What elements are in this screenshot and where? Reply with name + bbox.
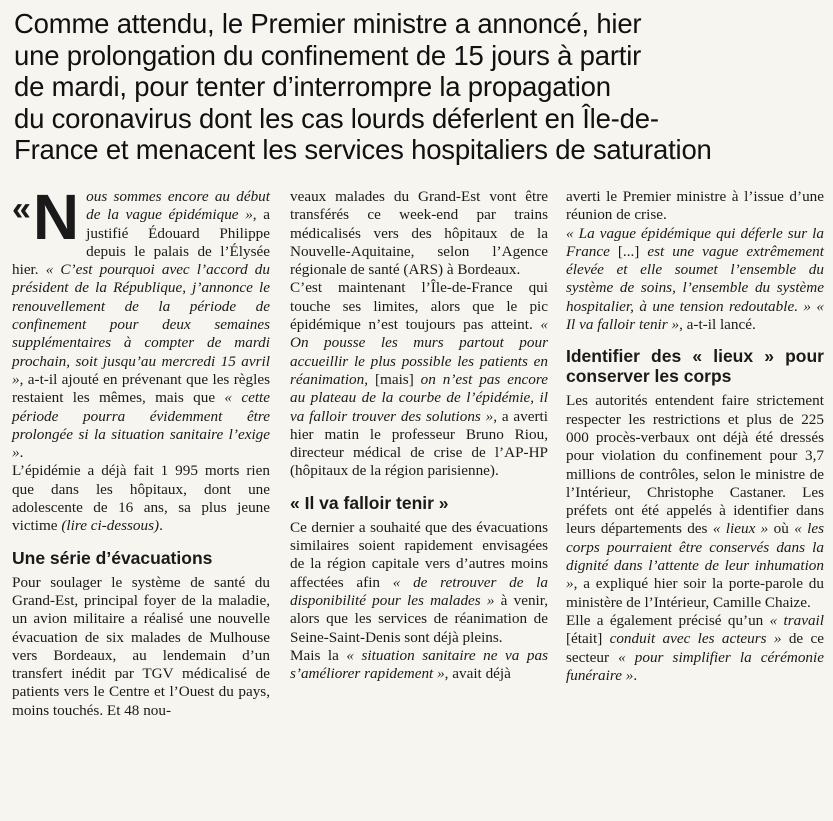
subheading: « Il va falloir tenir » bbox=[290, 492, 449, 513]
body-text: . bbox=[159, 517, 163, 535]
quote-text: « La vague épidémique qui déferle sur la France bbox=[566, 224, 824, 260]
subheading: Une série d’évacuations bbox=[12, 547, 213, 568]
body-paragraph bbox=[290, 519, 548, 647]
body-text: , a-t-il ajouté en prévenant que les règles restaient les mêmes, mais que bbox=[12, 370, 270, 407]
subheading: Identifier des « lieux » pour conserver les corps bbox=[566, 346, 824, 387]
drop-cap: N bbox=[32, 181, 80, 253]
quote-text: « travail bbox=[763, 611, 824, 629]
intro-paragraph bbox=[12, 181, 270, 462]
quote-text: « lieux » bbox=[707, 520, 769, 538]
body-paragraph bbox=[566, 392, 824, 612]
body-text: [était] bbox=[566, 630, 603, 648]
body-text: L’épidémie a déjà fait 1 995 morts rien que dans les hôpitaux, dont une adolescente de 16 ans, sa plus jeune victime bbox=[12, 462, 270, 535]
body-text: C’est maintenant l’Île-de-France qui touche ses limites, alors que le pic épidémique n’est toujours pas atteint. bbox=[290, 279, 548, 334]
body-paragraph bbox=[290, 279, 548, 480]
body-text: Les autorités entendent faire strictement respecter les restrictions et plus de 225 000 procès-verbaux ont déjà été dressés pour violation du confinement pour 3,7 millions de contrôles, selon le ministre de l’Intérieur, Christophe Castaner. Les préfets ont été appelés à identifier dans leurs départements des bbox=[566, 392, 824, 538]
opening-quote-mark: « bbox=[12, 190, 31, 228]
body-text: , a averti hier matin le professeur Bruno Riou, directeur médical de crise de l’AP-HP (hôpitaux de la région parisienne). bbox=[290, 407, 548, 480]
body-text: . bbox=[633, 666, 638, 684]
column-3 bbox=[566, 188, 824, 685]
quote-text: on n’est pas encore au plateau de la courbe de l’épidémie, il va falloir trouver des solutions » bbox=[290, 370, 548, 425]
column-2 bbox=[290, 188, 548, 683]
body-text: , a expliqué hier soir la porte-parole du ministère de l’Intérieur, Camille Chaize. bbox=[566, 575, 824, 611]
quote-text: conduit avec les acteurs » bbox=[602, 630, 782, 648]
headline-line: du coronavirus dont les cas lourds déferlent en Île-de- bbox=[14, 102, 659, 134]
body-paragraph bbox=[566, 225, 824, 335]
article-headline bbox=[14, 8, 826, 166]
body-paragraph bbox=[290, 647, 548, 684]
body-text: Mais la bbox=[290, 646, 339, 664]
body-text: Elle a également précisé qu’un bbox=[566, 611, 764, 629]
quote-text: « pour simplifier la cérémonie funéraire » bbox=[566, 648, 824, 684]
quote-text: est une vague extrêmement élevée et elle soumet l’ensemble du système de soins, l’ensemble du système hospitalier, à une tension redoutable. » « Il va falloir tenir » bbox=[566, 242, 824, 334]
body-text: Ce dernier a souhaité que des évacuations similaires soient rapidement envisagées de la région capitale vers d’autres moins affectées afin bbox=[290, 518, 548, 591]
headline-line: France et menacent les services hospitaliers de saturation bbox=[14, 134, 712, 165]
body-paragraph: veaux malades du Grand-Est vont être transférés ce week-end par trains médicalisés vers des hôpitaux de la Nouvelle-Aquitaine, selon l’Agence régionale de santé (ARS) à Bordeaux. bbox=[290, 188, 548, 279]
body-text: , a-t-il lancé. bbox=[679, 316, 756, 334]
quote-text: « de retrouver de la disponibilité pour les malades » bbox=[290, 573, 548, 609]
body-paragraph: Pour soulager le système de santé du Grand-Est, principal foyer de la maladie, un avion militaire a réalisé une nouvelle évacuation de six malades de Mulhouse vers Bordeaux, au lendemain d’un transfert inédit par TGV médicalisé de patients vers le Centre et l’Ouest du pays, moins touchés. Et 48 nou- bbox=[12, 573, 270, 719]
body-text: [mais] bbox=[368, 370, 414, 388]
column-1 bbox=[12, 181, 270, 720]
quote-text: « On pousse les murs partout pour accueillir le plus possible les patients en réanimation, bbox=[290, 316, 549, 388]
quote-text: « les corps pourraient être conservés dans la dignité dans l’attente de leur inhumation » bbox=[566, 520, 825, 593]
body-text: [...] bbox=[609, 242, 640, 260]
body-paragraph bbox=[12, 462, 270, 535]
body-paragraph bbox=[566, 612, 824, 685]
body-text: où bbox=[768, 520, 789, 538]
quote-text: « situation sanitaire ne va pas s’améliorer rapidement » bbox=[290, 646, 548, 683]
intro-text: , a justifié Édouard Philippe depuis le palais de l’Élysée hier. bbox=[12, 206, 270, 279]
cross-reference: (lire ci-dessous) bbox=[57, 517, 160, 535]
body-text: . bbox=[19, 444, 24, 462]
headline-line: Comme attendu, le Premier ministre a annoncé, hier bbox=[14, 8, 642, 39]
body-paragraph: averti le Premier ministre à l’issue d’une réunion de crise. bbox=[566, 188, 824, 224]
body-text: , avait déjà bbox=[444, 665, 511, 683]
intro-quote: ous sommes encore au début de la vague épidémique » bbox=[86, 188, 270, 224]
body-text: à venir, alors que les services de réanimation de Seine-Saint-Denis sont déjà pleins. bbox=[290, 591, 548, 646]
headline-line: une prolongation du confinement de 15 jours à partir bbox=[14, 39, 642, 71]
headline-line: de mardi, pour tenter d’interrompre la propagation bbox=[14, 71, 611, 102]
quote-text: « C’est pourquoi avec l’accord du président de la République, j’annonce le renouvellement de la période de confinement pour deux semaines supplémentaires à compter de mardi prochain, soit jusqu’au mercredi 15 avril » bbox=[12, 261, 270, 388]
body-text: de ce secteur bbox=[566, 630, 824, 666]
quote-text: « cette période pourra évidemment être prolongée si la situation sanitaire l’exige » bbox=[12, 389, 270, 462]
